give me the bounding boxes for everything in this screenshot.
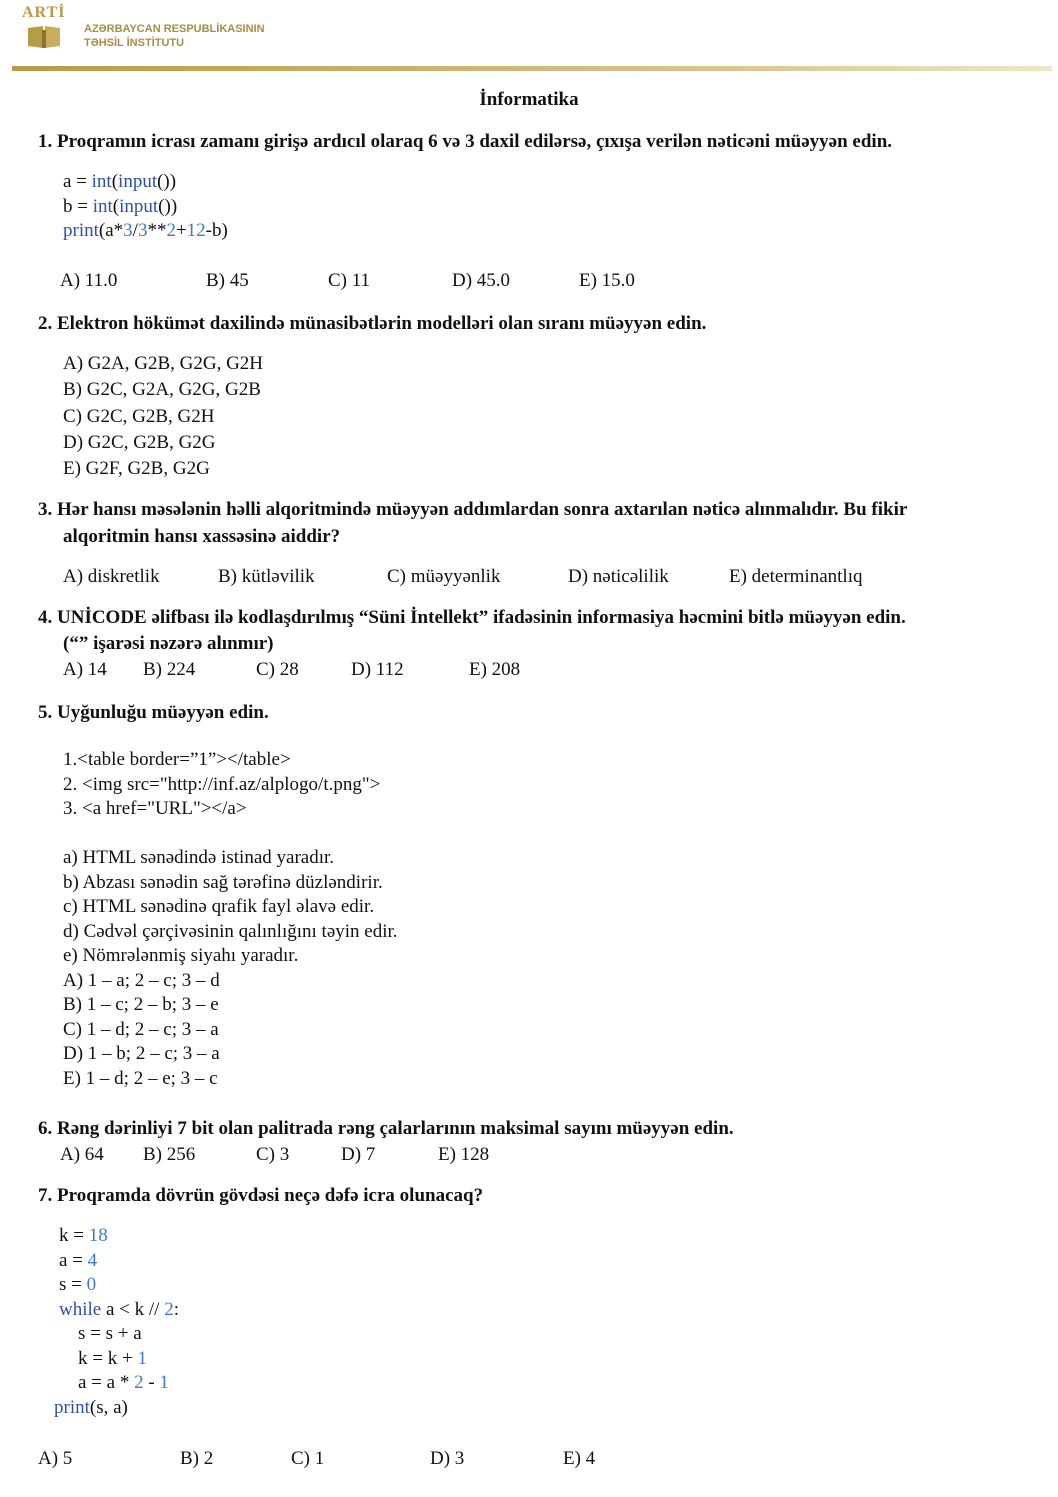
option-a[interactable]: A) 14 bbox=[63, 659, 107, 680]
option-e[interactable]: E) 128 bbox=[438, 1144, 490, 1165]
list-item: e) Nömrələnmiş siyahı yaradır. bbox=[63, 945, 299, 966]
logo-text: ARTİ bbox=[22, 4, 66, 21]
option-b[interactable]: B) G2C, G2A, G2G, G2B bbox=[63, 379, 261, 401]
option-a[interactable]: A) 5 bbox=[38, 1448, 73, 1469]
q4-options bbox=[63, 659, 663, 683]
option-a[interactable]: A) 11.0 bbox=[60, 270, 118, 291]
option-c[interactable]: C) 11 bbox=[328, 270, 371, 291]
option-e[interactable]: E) G2F, G2B, G2G bbox=[63, 458, 210, 480]
q7-options bbox=[38, 1448, 738, 1472]
option-b[interactable]: B) 256 bbox=[143, 1144, 196, 1165]
question-6: 6. Rəng dərinliyi 7 bit olan palitrada rəng çalarlarının maksimal sayını müəyyən edin. bbox=[38, 1118, 734, 1139]
option-a[interactable]: A) diskretlik bbox=[63, 566, 160, 587]
option-a[interactable]: A) G2A, G2B, G2G, G2H bbox=[63, 353, 264, 374]
list-item: c) HTML sənədinə qrafik fayl əlavə edir. bbox=[63, 896, 375, 917]
option-e[interactable]: E) determinantlıq bbox=[729, 566, 863, 587]
option-d[interactable]: D) nəticəlilik bbox=[568, 566, 669, 587]
question-1: 1. Proqramın icrası zamanı girişə ardıcıl olaraq 6 və 3 daxil edilərsə, çıxışa verilən nəticəni müəyyən edin. bbox=[38, 131, 893, 152]
option-c[interactable]: C) 1 – d; 2 – c; 3 – a bbox=[63, 1018, 219, 1040]
option-c[interactable]: C) G2C, G2B, G2H bbox=[63, 405, 215, 427]
page-title: İnformatika bbox=[479, 89, 579, 110]
option-d[interactable]: D) G2C, G2B, G2G bbox=[63, 431, 216, 453]
option-a[interactable]: A) 64 bbox=[60, 1144, 104, 1165]
option-c[interactable]: C) müəyyənlik bbox=[387, 566, 501, 587]
question-3-continued: alqoritmin hansı xassəsinə aiddir? bbox=[63, 526, 341, 547]
option-d[interactable]: D) 3 bbox=[430, 1448, 465, 1469]
q1-code: a = int(input()) b = int(input()) print(a*3/3**2+12-b) bbox=[63, 171, 228, 241]
q3-options bbox=[63, 566, 963, 590]
list-item: 3. <a href="URL"></a> bbox=[63, 798, 247, 819]
header-divider bbox=[12, 66, 1052, 71]
option-c[interactable]: C) 28 bbox=[256, 659, 299, 680]
question-7: 7. Proqramda dövrün gövdəsi neçə dəfə icra olunacaq? bbox=[38, 1185, 484, 1206]
option-b[interactable]: B) 1 – c; 2 – b; 3 – e bbox=[63, 994, 219, 1015]
organization-name: AZƏRBAYCAN RESPUBLİKASININ TƏHSİL İNSTİTUTU bbox=[84, 23, 265, 49]
list-item: 1.<table border=”1”></table> bbox=[63, 749, 291, 770]
page-header bbox=[0, 0, 1058, 76]
option-e[interactable]: E) 208 bbox=[469, 659, 521, 680]
option-d[interactable]: D) 1 – b; 2 – c; 3 – a bbox=[63, 1043, 220, 1064]
option-b[interactable]: B) kütləvilik bbox=[218, 566, 315, 587]
option-d[interactable]: D) 45.0 bbox=[452, 270, 511, 291]
option-d[interactable]: D) 7 bbox=[341, 1144, 376, 1165]
list-item: b) Abzası sənədin sağ tərəfinə düzləndirir. bbox=[63, 871, 383, 893]
option-b[interactable]: B) 45 bbox=[206, 270, 249, 291]
option-a[interactable]: A) 1 – a; 2 – c; 3 – d bbox=[63, 969, 220, 991]
option-c[interactable]: C) 3 bbox=[256, 1144, 290, 1165]
question-3: 3. Hər hansı məsələnin həlli alqoritmində müəyyən addımlardan sonra axtarılan nəticə alınmalıdır. Bu fikir bbox=[38, 499, 908, 520]
option-e[interactable]: E) 4 bbox=[563, 1448, 596, 1469]
list-item: 2. <img src="http://inf.az/alplogo/t.png"> bbox=[63, 773, 381, 795]
option-d[interactable]: D) 112 bbox=[351, 659, 404, 680]
list-item: a) HTML sənədində istinad yaradır. bbox=[63, 847, 335, 868]
option-b[interactable]: B) 224 bbox=[143, 659, 196, 680]
question-4-continued: (“” işarəsi nəzərə alınmır) bbox=[63, 633, 274, 654]
q5-descriptions bbox=[63, 846, 398, 1091]
question-4: 4. UNİCODE əlifbası ilə kodlaşdırılmış “Süni İntellekt” ifadəsinin informasiya həcmini bitlə müəyyən edin. bbox=[38, 607, 906, 628]
q1-options bbox=[60, 270, 760, 294]
q7-code: k = 18 a = 4 s = 0 while a < k // 2: s = s + a k = k + 1 a = a * 2 - 1 print(s, a) bbox=[54, 1225, 179, 1418]
question-5: 5. Uyğunluğu müəyyən edin. bbox=[38, 702, 269, 723]
option-b[interactable]: B) 2 bbox=[180, 1448, 214, 1469]
question-2: 2. Elektron hökümət daxilində münasibətlərin modelləri olan sıranı müəyyən edin. bbox=[38, 313, 707, 334]
list-item: d) Cədvəl çərçivəsinin qalınlığını təyin edir. bbox=[63, 920, 398, 942]
option-e[interactable]: E) 1 – d; 2 – e; 3 – c bbox=[63, 1067, 218, 1089]
option-c[interactable]: C) 1 bbox=[291, 1448, 325, 1469]
q2-options bbox=[63, 351, 263, 482]
option-e[interactable]: E) 15.0 bbox=[579, 270, 635, 291]
q6-options bbox=[60, 1144, 660, 1168]
q5-items bbox=[63, 748, 380, 822]
book-logo-icon bbox=[26, 24, 62, 50]
